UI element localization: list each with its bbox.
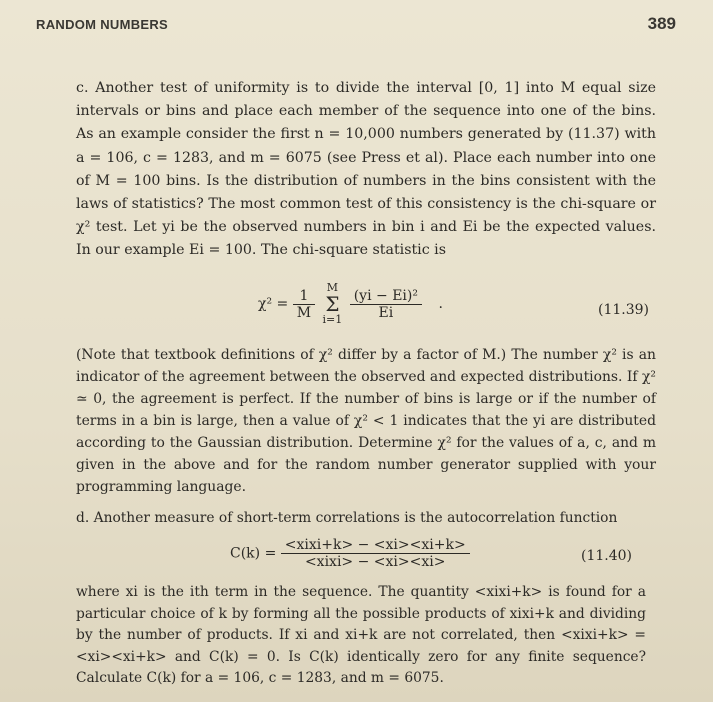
exercise-d-paragraph: [76, 507, 646, 530]
eq-lhs: C(k) =: [230, 545, 281, 562]
equation-number-11-40: (11.40): [581, 548, 633, 564]
exercise-d-text: d. Another measure of short-term correlations is the autocorrelation function: [76, 510, 618, 526]
exercise-c-paragraph: [76, 77, 656, 263]
summand-numerator: (yi − Ei)²: [350, 288, 422, 305]
exercise-c-text: c. Another test of uniformity is to divide the interval [0, 1] into M equal size intervals or bins and place each member of the sequence into one of the bins. As an example consider the first n = 10,000 numbers generated by (11.37) with a = 106, c = 1283, and m = 6075 (see Press et al). Place each number into one of M = 100 bins. Is the distribution of numbers in the bins consistent with the laws of statistics? The most common test of this consistency is the chi-square or χ² test. Let yi be the observed numbers in bin i and Ei be the expected values. In our example Ei = 100. The chi-square statistic is: [76, 80, 656, 259]
equation-number-11-39: (11.39): [598, 302, 650, 318]
sigma-symbol: Σ: [325, 292, 340, 316]
note-text: (Note that textbook definitions of χ² differ by a factor of M.) The number χ² is an indicator of the agreement between the observed and expected distributions. If χ² ≃ 0, the agreement is perfect. If the number of bins is large or if the number of terms in a bin is large, then a value of χ² < 1 indicates that the yi are distributed according to the Gaussian distribution. Determine χ² for the values of a, c, and m given in the above and for the random number generator supplied with your programming language.: [76, 347, 656, 495]
coefficient-fraction: [293, 288, 315, 321]
equation-11-40: [230, 537, 470, 570]
page-number: 389: [647, 14, 676, 33]
exercise-d-continuation: [76, 582, 646, 690]
eq-period: .: [438, 296, 443, 312]
sum-upper-limit: M: [326, 281, 339, 294]
running-head: RANDOM NUMBERS: [36, 16, 169, 32]
summand-fraction: [350, 288, 422, 321]
sum-lower-limit: i=1: [322, 313, 343, 326]
autocorr-denominator: <xixi> − <xi><xi>: [304, 554, 446, 570]
autocorrelation-fraction: [281, 537, 470, 570]
exercise-d-continuation-text: where xi is the ith term in the sequence. The quantity <xixi+k> is found for a particular choice of k by forming all the possible products of xixi+k and dividing by the number of products. If xi and xi+k are not correlated, then <xixi+k> = <xi><xi+k> and C(k) = 0. Is C(k) identically zero for any finite sequence? Calculate C(k) for a = 106, c = 1283, and m = 6075.: [76, 584, 646, 686]
eq-lhs: χ² =: [258, 296, 293, 312]
coef-numerator: 1: [293, 288, 315, 305]
autocorr-numerator: <xixi+k> − <xi><xi+k>: [281, 537, 470, 554]
note-paragraph: [76, 344, 656, 498]
summation: [323, 282, 343, 326]
page-header: [36, 14, 676, 34]
coef-denominator: M: [296, 304, 312, 321]
summand-denominator: Ei: [378, 304, 394, 321]
equation-11-39: [258, 282, 443, 326]
